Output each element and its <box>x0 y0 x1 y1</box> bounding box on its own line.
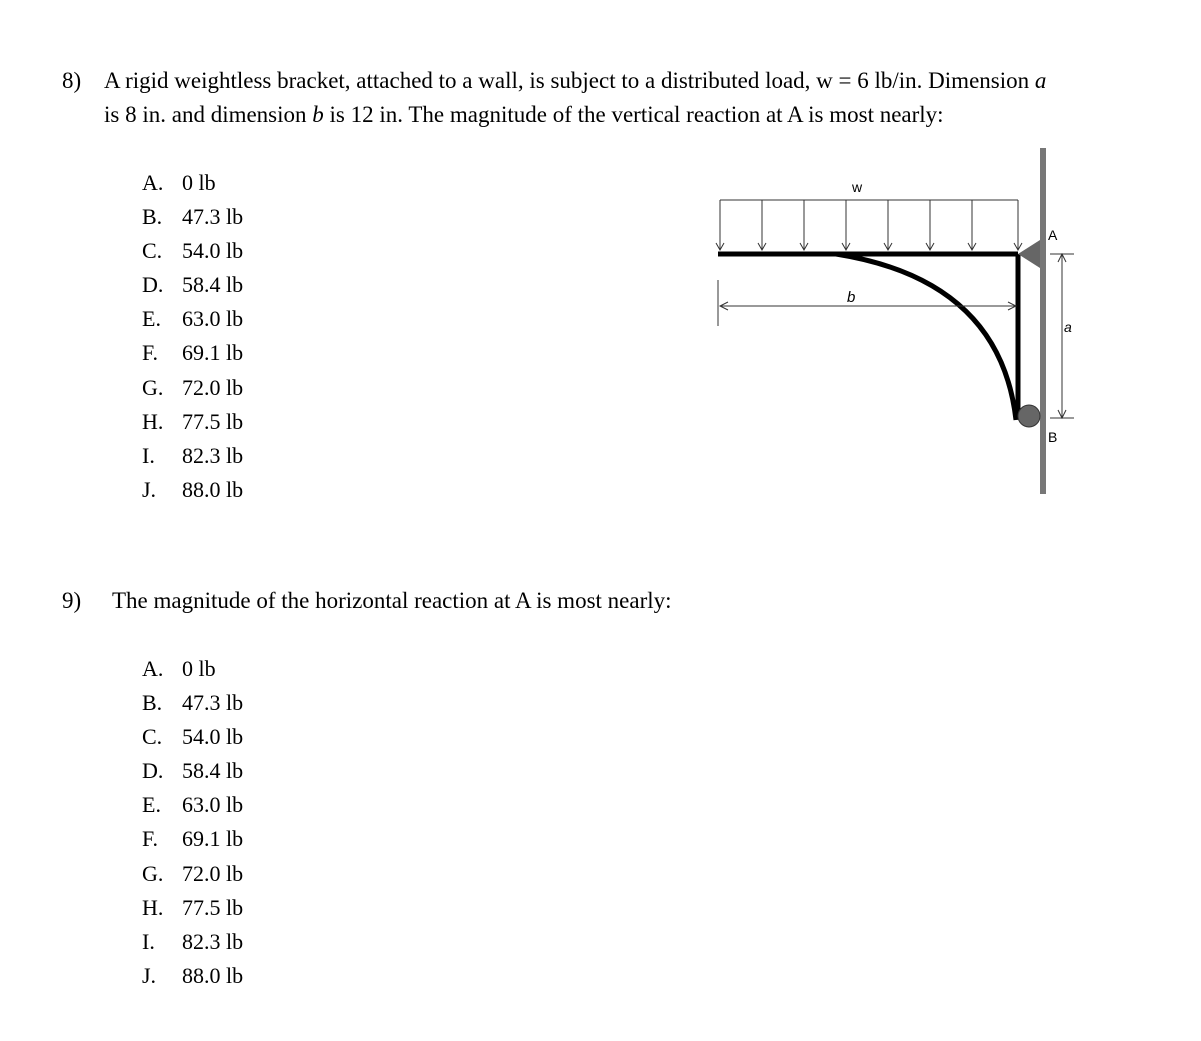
variable-a: a <box>1034 68 1047 93</box>
option-h[interactable]: H. 77.5 lb <box>142 894 244 920</box>
wall <box>1040 148 1046 494</box>
option-f[interactable]: F. 69.1 lb <box>142 340 244 366</box>
question-8-line1 <box>104 64 1046 98</box>
question-8-line2-end: is 12 in. The magnitude of the vertical reaction at A is most nearly: <box>323 102 944 127</box>
option-b[interactable]: B. 47.3 lb <box>142 690 244 716</box>
dim-b-label: b <box>847 289 856 306</box>
variable-b: b <box>312 102 324 127</box>
option-a[interactable]: A. 0 lb <box>142 656 216 681</box>
option-c[interactable]: C. 54.0 lb <box>142 238 244 264</box>
question-8-line2-text: is 8 in. and dimension <box>104 102 313 127</box>
question-number: 9) <box>62 588 82 613</box>
option-f[interactable]: F. 69.1 lb <box>142 826 244 852</box>
question-number: 8) <box>62 68 82 93</box>
question-8-line2 <box>104 98 944 132</box>
label-b: B <box>1048 429 1058 445</box>
load-arrows <box>716 200 1022 250</box>
option-i[interactable]: I. 82.3 lb <box>142 928 244 954</box>
option-d[interactable]: D. 58.4 lb <box>142 272 244 298</box>
load-label: w <box>852 179 863 195</box>
curved-brace <box>836 254 1016 420</box>
question-9-options <box>142 652 243 993</box>
option-g[interactable]: G. 72.0 lb <box>142 374 244 400</box>
label-a: A <box>1048 227 1058 243</box>
question-9-text: The magnitude of the horizontal reaction at A is most nearly: <box>112 588 672 613</box>
option-d[interactable]: D. 58.4 lb <box>142 758 244 784</box>
dim-a-label: a <box>1064 319 1072 335</box>
option-i[interactable]: I. 82.3 lb <box>142 442 244 468</box>
option-b[interactable]: B. 47.3 lb <box>142 204 244 230</box>
roller-support-b <box>1018 405 1040 427</box>
question-8-options <box>142 166 243 507</box>
option-a[interactable]: A. 0 lb <box>142 170 216 195</box>
option-j[interactable]: J. 88.0 lb <box>142 962 244 988</box>
option-e[interactable]: E. 63.0 lb <box>142 306 244 332</box>
option-c[interactable]: C. 54.0 lb <box>142 724 244 750</box>
bracket-diagram <box>700 140 1100 510</box>
option-e[interactable]: E. 63.0 lb <box>142 792 244 818</box>
option-j[interactable]: J. 88.0 lb <box>142 476 244 502</box>
question-8-line1-text: A rigid weightless bracket, attached to a wall, is subject to a distributed load, w = 6 lb/in. Dimension <box>104 68 1035 93</box>
option-h[interactable]: H. 77.5 lb <box>142 408 244 434</box>
option-g[interactable]: G. 72.0 lb <box>142 860 244 886</box>
question-9 <box>62 584 672 618</box>
